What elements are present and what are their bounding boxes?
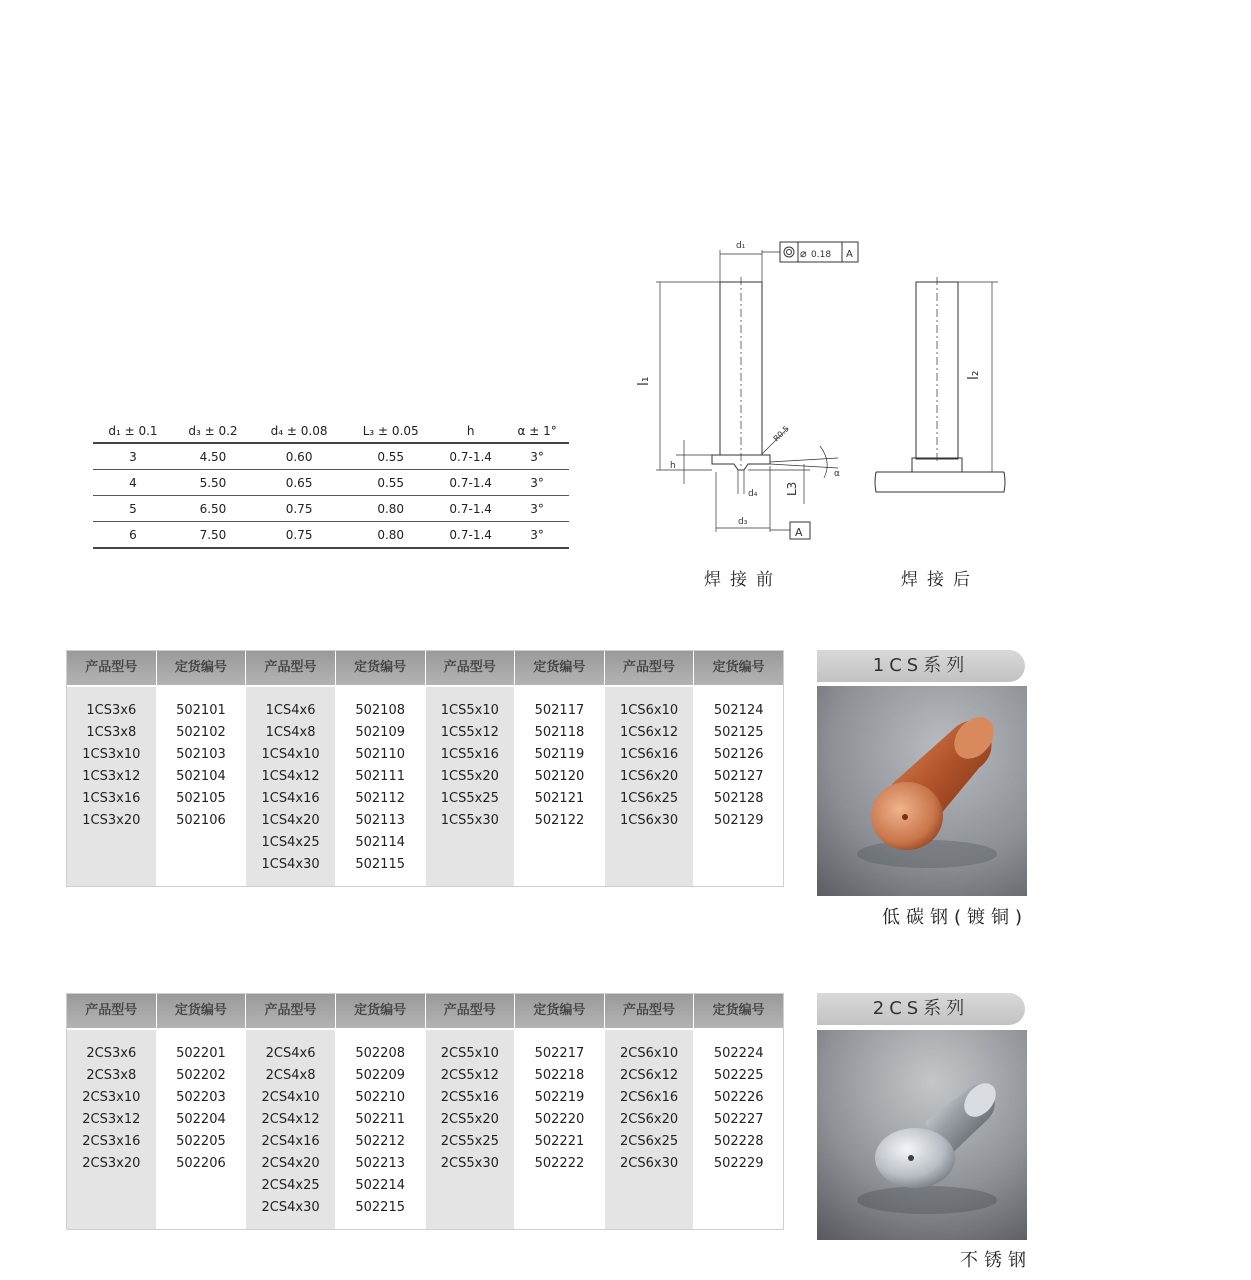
order-cell: 502208 [355,1046,405,1061]
order-cell: 502114 [355,835,405,850]
model-cell: 2CS5x12 [440,1068,499,1083]
model-cell: 2CS4x25 [261,1178,320,1193]
column-header: 产品型号 [605,994,694,1030]
spec-cell: 0.55 [345,470,436,496]
spec-cell: 4 [93,470,173,496]
label-d3: d₃ [738,517,748,527]
spec-cell: 3 [93,443,173,470]
model-cell: 2CS4x20 [261,1156,320,1171]
model-cell: 1CS4x10 [261,747,320,762]
order-cell: 502120 [534,769,585,784]
order-cell: 502119 [534,747,585,762]
model-cell: 2CS4x10 [261,1090,320,1105]
table-row [93,443,569,470]
model-cell: 2CS4x12 [261,1112,320,1127]
order-cell: 502121 [534,791,585,806]
model-cell: 1CS5x10 [440,703,499,718]
order-cell: 502104 [176,769,226,784]
order-number-column [157,994,247,1229]
model-cell: 2CS3x8 [86,1068,137,1083]
order-cell: 502126 [713,747,764,762]
model-cell: 1CS3x20 [82,813,141,828]
column-header: 定货编号 [515,651,604,687]
order-cell: 502115 [355,857,405,872]
model-cell: 1CS4x20 [261,813,320,828]
stud-technical-drawing [620,232,1040,552]
product-table-1cs [66,650,784,887]
order-number-column [515,994,605,1229]
order-cell: 502228 [713,1134,764,1149]
model-cell: 2CS6x25 [620,1134,679,1149]
model-cell: 1CS5x16 [440,747,499,762]
order-cell: 502229 [713,1156,764,1171]
model-column [67,994,157,1229]
order-cell: 502128 [713,791,764,806]
order-cell: 502108 [355,703,405,718]
spec-cell: 5.50 [173,470,253,496]
model-cell: 2CS4x8 [265,1068,316,1083]
order-cell: 502110 [355,747,405,762]
base-plate [875,472,1005,492]
model-column [426,651,516,886]
spec-cell: 0.55 [345,443,436,470]
spec-header: α ± 1° [505,420,569,443]
model-cell: 1CS4x16 [261,791,320,806]
model-cell: 1CS6x10 [620,703,679,718]
model-cell: 1CS4x12 [261,769,320,784]
order-cell: 502117 [534,703,585,718]
order-cell: 502225 [713,1068,764,1083]
label-l2: l₂ [966,370,982,380]
order-cell: 502227 [713,1112,764,1127]
model-cell: 1CS4x8 [265,725,316,740]
order-cell: 502105 [176,791,226,806]
order-cell: 502211 [355,1112,405,1127]
model-cell: 2CS4x16 [261,1134,320,1149]
material-caption-1cs: 低碳钢(镀铜) [882,907,1029,928]
spec-header: L₃ ± 0.05 [345,420,436,443]
order-cell: 502206 [176,1156,226,1171]
column-header: 产品型号 [605,651,694,687]
model-cell: 1CS6x25 [620,791,679,806]
model-cell: 2CS4x6 [265,1046,316,1061]
spec-cell: 0.7-1.4 [436,443,505,470]
spec-cell: 5 [93,496,173,522]
label-l1: l₁ [636,376,652,386]
order-cell: 502215 [355,1200,405,1215]
order-cell: 502209 [355,1068,405,1083]
column-header: 产品型号 [67,651,156,687]
column-header: 定货编号 [157,994,246,1030]
order-number-column [694,651,783,886]
model-column [605,651,695,886]
spec-cell: 4.50 [173,443,253,470]
spec-header: h [436,420,505,443]
column-header: 定货编号 [515,994,604,1030]
datum-label: A [795,526,803,539]
model-cell: 1CS4x6 [265,703,316,718]
spec-header-row [93,420,569,443]
label-l3: L3 [785,481,799,496]
column-header: 产品型号 [426,994,515,1030]
order-cell: 502124 [713,703,764,718]
order-cell: 502220 [534,1112,585,1127]
order-number-column [515,651,605,886]
spec-cell: 0.80 [345,496,436,522]
series-banner-1cs: 1CS系列 [817,650,1025,682]
model-cell: 2CS3x20 [82,1156,141,1171]
spec-header: d₃ ± 0.2 [173,420,253,443]
model-cell: 1CS4x25 [261,835,320,850]
order-number-column [157,651,247,886]
order-cell: 502205 [176,1134,226,1149]
spec-cell: 0.75 [253,496,345,522]
order-cell: 502212 [355,1134,405,1149]
model-column [246,994,336,1229]
order-cell: 502202 [176,1068,226,1083]
model-cell: 2CS4x30 [261,1200,320,1215]
model-cell: 2CS5x30 [440,1156,499,1171]
spec-cell: 3° [505,496,569,522]
label-d1: d₁ [736,241,746,251]
tolerance-diameter-symbol: ⌀ [800,247,807,260]
caption-after-welding: 焊接后 [901,570,979,590]
spec-cell: 3° [505,470,569,496]
model-cell: 2CS3x16 [82,1134,141,1149]
column-header: 产品型号 [426,651,515,687]
order-cell: 502221 [534,1134,585,1149]
order-cell: 502101 [176,703,226,718]
product-table-2cs [66,993,784,1230]
order-cell: 502102 [176,725,226,740]
model-cell: 1CS5x25 [440,791,499,806]
model-cell: 2CS3x6 [86,1046,137,1061]
model-cell: 1CS5x20 [440,769,499,784]
series-banner-2cs: 2CS系列 [817,993,1025,1025]
order-cell: 502109 [355,725,405,740]
spec-header: d₄ ± 0.08 [253,420,345,443]
order-cell: 502224 [713,1046,764,1061]
column-header: 产品型号 [246,651,335,687]
model-cell: 2CS5x25 [440,1134,499,1149]
order-number-column [336,651,426,886]
order-cell: 502222 [534,1156,585,1171]
material-caption-2cs: 不锈钢 [960,1250,1032,1271]
model-cell: 1CS6x12 [620,725,679,740]
order-cell: 502125 [713,725,764,740]
concentricity-icon [784,247,794,257]
order-number-column [336,994,426,1229]
model-cell: 2CS6x10 [620,1046,679,1061]
order-cell: 502112 [355,791,405,806]
order-cell: 502118 [534,725,585,740]
label-d4: d₄ [748,489,758,499]
spec-cell: 3° [505,522,569,549]
spec-cell: 0.7-1.4 [436,470,505,496]
order-cell: 502129 [713,813,764,828]
spec-cell: 3° [505,443,569,470]
column-header: 定货编号 [336,651,425,687]
spec-cell: 6 [93,522,173,549]
order-number-column [694,994,783,1229]
column-header: 定货编号 [694,651,783,687]
spec-table [93,420,569,549]
column-header: 产品型号 [246,994,335,1030]
order-cell: 502103 [176,747,226,762]
model-cell: 1CS3x10 [82,747,141,762]
spec-header: d₁ ± 0.1 [93,420,173,443]
model-cell: 2CS6x20 [620,1112,679,1127]
model-cell: 2CS3x12 [82,1112,141,1127]
model-column [426,994,516,1229]
column-header: 定货编号 [694,994,783,1030]
order-cell: 502113 [355,813,405,828]
label-h: h [670,461,676,471]
model-cell: 1CS6x30 [620,813,679,828]
model-column [246,651,336,886]
model-column [67,651,157,886]
caption-before-welding: 焊接前 [704,570,782,590]
column-header: 定货编号 [157,651,246,687]
spec-cell: 0.80 [345,522,436,549]
column-header: 产品型号 [67,994,156,1030]
order-cell: 502106 [176,813,226,828]
model-cell: 1CS6x16 [620,747,679,762]
order-cell: 502218 [534,1068,585,1083]
model-cell: 1CS4x30 [261,857,320,872]
model-cell: 2CS5x20 [440,1112,499,1127]
spec-cell: 0.7-1.4 [436,496,505,522]
order-cell: 502203 [176,1090,226,1105]
model-cell: 2CS6x16 [620,1090,679,1105]
model-cell: 1CS3x16 [82,791,141,806]
spec-cell: 7.50 [173,522,253,549]
column-header: 定货编号 [336,994,425,1030]
model-cell: 1CS5x12 [440,725,499,740]
model-cell: 2CS6x30 [620,1156,679,1171]
model-cell: 2CS6x12 [620,1068,679,1083]
order-cell: 502226 [713,1090,764,1105]
model-cell: 2CS5x10 [440,1046,499,1061]
order-cell: 502204 [176,1112,226,1127]
model-cell: 2CS5x16 [440,1090,499,1105]
tolerance-value: 0.18 [811,250,832,260]
order-cell: 502122 [534,813,585,828]
order-cell: 502213 [355,1156,405,1171]
model-cell: 1CS6x20 [620,769,679,784]
order-cell: 502214 [355,1178,405,1193]
spec-cell: 0.7-1.4 [436,522,505,549]
tolerance-datum: A [846,249,853,260]
order-cell: 502217 [534,1046,585,1061]
label-alpha: α [834,469,840,479]
order-cell: 502201 [176,1046,226,1061]
table-row [93,522,569,549]
order-cell: 502219 [534,1090,585,1105]
model-column [605,994,695,1229]
model-cell: 1CS3x8 [86,725,137,740]
label-radius: R0.5 [771,424,791,444]
model-cell: 1CS3x6 [86,703,137,718]
model-cell: 1CS5x30 [440,813,499,828]
table-row [93,496,569,522]
order-cell: 502111 [355,769,405,784]
model-cell: 1CS3x12 [82,769,141,784]
spec-cell: 6.50 [173,496,253,522]
order-cell: 502210 [355,1090,405,1105]
spec-cell: 0.75 [253,522,345,549]
table-row [93,470,569,496]
product-photo-1cs [817,686,1027,896]
model-cell: 2CS3x10 [82,1090,141,1105]
spec-cell: 0.60 [253,443,345,470]
spec-cell: 0.65 [253,470,345,496]
order-cell: 502127 [713,769,764,784]
product-photo-2cs [817,1030,1027,1240]
